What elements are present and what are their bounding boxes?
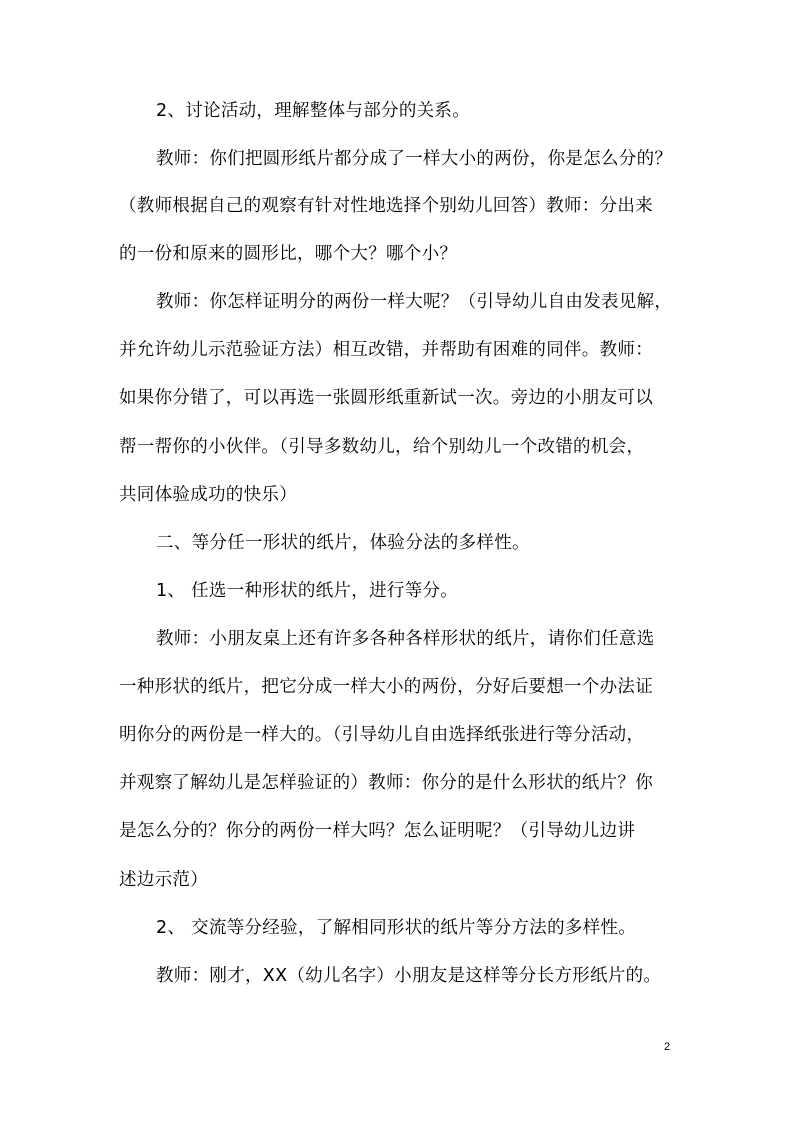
text-line: 2、讨论活动，理解整体与部分的关系。 xyxy=(156,101,471,121)
text-line: 是怎么分的？你分的两份一样大吗？怎么证明呢？（引导幼儿边讲 xyxy=(119,821,636,841)
text-line: 的一份和原来的圆形比，哪个大？哪个小？ xyxy=(119,244,458,264)
text-line: 并观察了解幼儿是怎样验证的）教师：你分的是什么形状的纸片？你 xyxy=(119,773,653,793)
text-line: 教师：你们把圆形纸片都分成了一样大小的两份，你是怎么分的？ xyxy=(156,149,673,169)
text-line: 帮一帮你的小伙伴。（引导多数幼儿，给个别幼儿一个改错的机会， xyxy=(119,437,645,457)
section-heading: 二、等分任一形状的纸片，体验分法的多样性。 xyxy=(156,533,530,553)
text-line: 教师：刚才，XX（幼儿名字）小朋友是这样等分长方形纸片的。 xyxy=(156,966,662,986)
text-line: 如果你分错了，可以再选一张圆形纸重新试一次。旁边的小朋友可以 xyxy=(119,388,653,408)
text-line: 共同体验成功的快乐） xyxy=(119,485,297,505)
text-line: 并允许幼儿示范验证方法）相互改错，并帮助有困难的同伴。教师： xyxy=(119,340,653,360)
text-line: 一种形状的纸片，把它分成一样大小的两份，分好后要想一个办法证 xyxy=(119,677,653,697)
text-line: 述边示范） xyxy=(119,870,208,890)
page-number: 2 xyxy=(664,1041,671,1053)
text-line: 教师：你怎样证明分的两份一样大呢？（引导幼儿自由发表见解， xyxy=(156,292,673,312)
text-line: （教师根据自己的观察有针对性地选择个别幼儿回答）教师：分出来 xyxy=(119,196,653,216)
text-line: 明你分的两份是一样大的。（引导幼儿自由选择纸张进行等分活动， xyxy=(119,725,645,745)
text-line: 教师：小朋友桌上还有许多各种各样形状的纸片，请你们任意选 xyxy=(156,629,655,649)
text-line: 2、 交流等分经验，了解相同形状的纸片等分方法的多样性。 xyxy=(156,918,637,938)
text-line: 1、 任选一种形状的纸片，进行等分。 xyxy=(156,581,459,601)
